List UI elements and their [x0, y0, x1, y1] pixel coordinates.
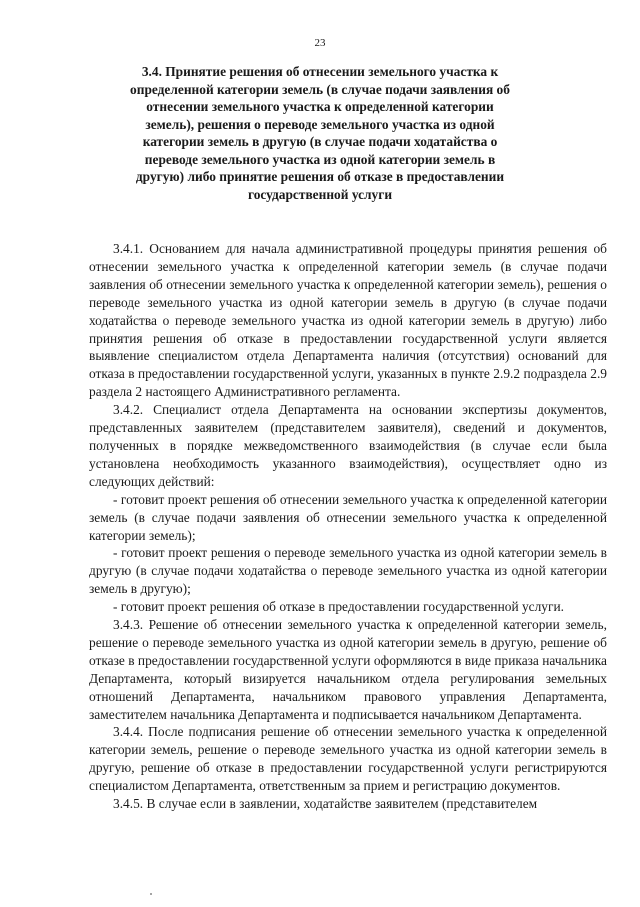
- section-heading: 3.4. Принятие решения об отнесении земельного участка к определенной категории земель (в случае подачи заявления об отнесении земельного участка к определенной категории земель), решения о переводе земельного участка из одной категории земель в другую (в случае подачи ходатайства о переводе земельного участка из одной категории земель в другую) либо принятие решения об отказе в предоставлении государственной услуги: [130, 64, 510, 202]
- paragraph-3-4-1: 3.4.1. Основанием для начала административной процедуры принятия решения об отнесении земельного участка к определенной категории земель (в случае подачи заявления об отнесении земельного участка к определенной категории земель), решения о переводе земельного участка из одной категории земель в другую (в случае подачи ходатайства о переводе земельного участка из одной категории земель в другую) либо принятия решения об отказе в предоставлении государственной услуги является выявление специалистом отдела Департамента наличия (отсутствия) оснований для отказа в предоставлении государственной услуги, указанных в пункте 2.9.2 подраздела 2.9 раздела 2 настоящего Административного регламента.: [89, 241, 607, 400]
- list-item-decision-refusal: - готовит проект решения об отказе в предоставлении государственной услуги.: [113, 599, 564, 615]
- paragraph-3-4-2: 3.4.2. Специалист отдела Департамента на основании экспертизы документов, представленных заявителем (представителем заявителя), сведений и документов, полученных в порядке межведомственного взаимодействия (в случае если была установлена необходимость указанного взаимодействия), осуществляет одно из следующих действий:: [89, 402, 607, 489]
- list-item-decision-transfer: - готовит проект решения о переводе земельного участка из одной категории земель в другую (в случае подачи ходатайства о переводе земельного участка из одной категории земель в другую);: [89, 545, 607, 597]
- scan-speck: [150, 893, 152, 895]
- paragraph-3-4-5: 3.4.5. В случае если в заявлении, ходатайстве заявителем (представителем: [113, 796, 538, 812]
- paragraph-3-4-4: 3.4.4. После подписания решение об отнесении земельного участка к определенной категории земель, решение о переводе земельного участка из одной категории земель в другую, решение об отказе в предоставлении государственной услуги регистрируются специалистом Департамента, ответственным за прием и регистрацию документов.: [89, 724, 607, 794]
- document-body: [89, 240, 607, 813]
- list-item-decision-category: - готовит проект решения об отнесении земельного участка к определенной категории земель (в случае подачи заявления об отнесении земельного участка к определенной категории земель);: [89, 491, 607, 543]
- page-number: 23: [314, 37, 326, 49]
- paragraph-3-4-3: 3.4.3. Решение об отнесении земельного участка к определенной категории земель, решение о переводе земельного участка из одной категории земель в другую, решение об отказе в предоставлении государственной услуги оформляются в виде приказа начальника Департамента, который визируется начальником отдела регулирования земельных отношений Департамента, начальником правового управления Департамента, заместителем начальника Департамента и подписывается начальником Департамента.: [89, 617, 607, 722]
